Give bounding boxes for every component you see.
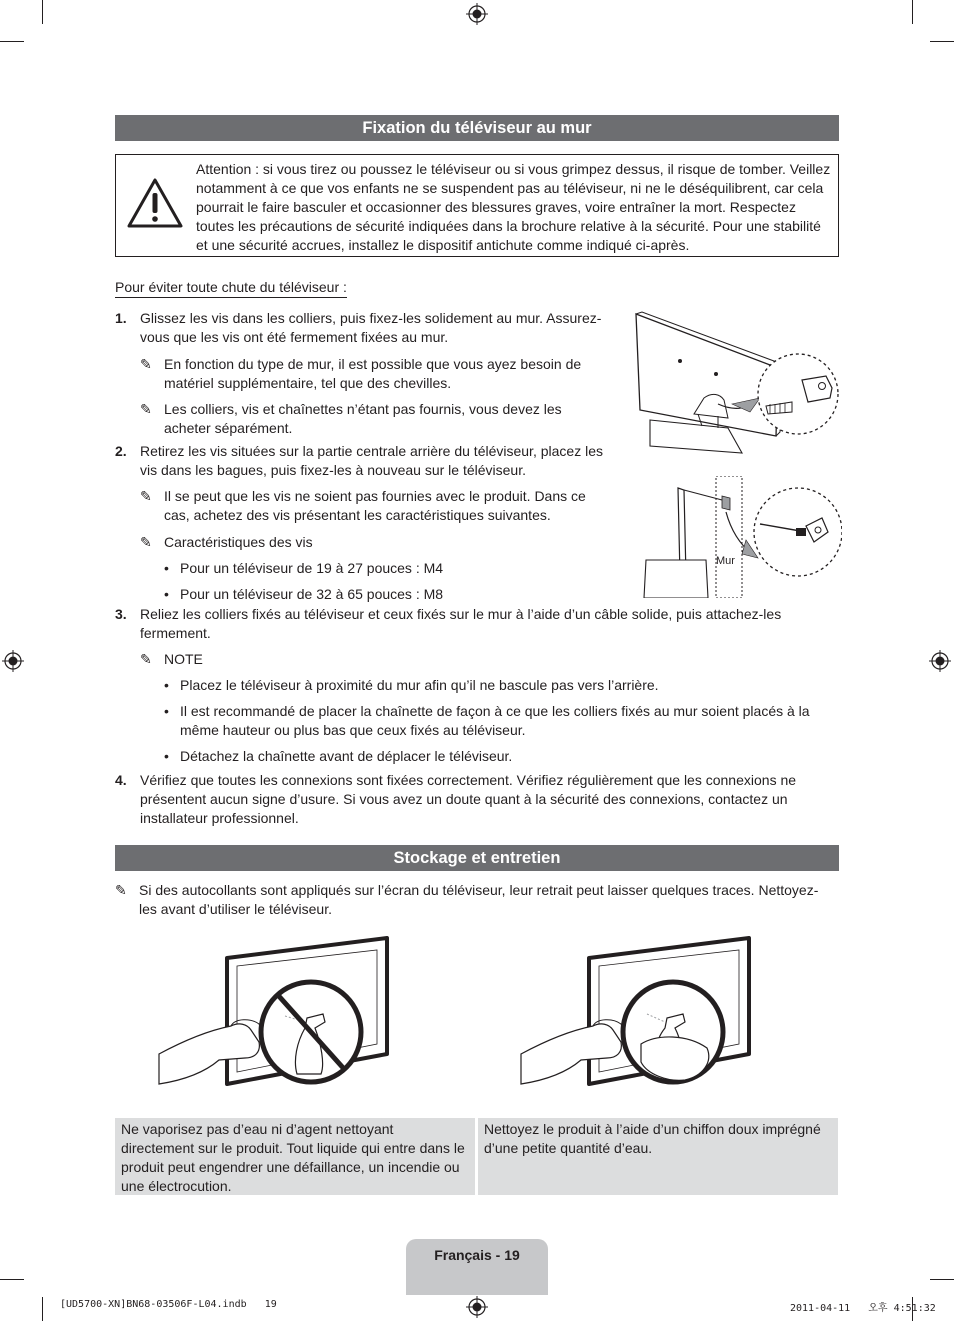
step-text: Retirez les vis situées sur la partie centrale arrière du téléviseur, placez les vis dans les bagues, puis fixez-les à nouveau sur le téléviseur. bbox=[140, 443, 603, 478]
pen-note-icon: ✎ bbox=[140, 534, 152, 550]
note-text: En fonction du type de mur, il est possible que vous ayez besoin de matériel supplémentaire, tel que des chevilles. bbox=[164, 356, 582, 391]
step-text: Glissez les vis dans les colliers, puis fixez-les solidement au mur. Assurez-vous que les vis ont été fermement fixées au mur. bbox=[140, 310, 602, 345]
step-number: 2. bbox=[115, 443, 127, 459]
warning-triangle-icon bbox=[126, 177, 184, 229]
crop-mark bbox=[0, 41, 24, 42]
pen-note-icon: ✎ bbox=[140, 488, 152, 504]
step-text: Vérifiez que toutes les connexions sont fixées correctement. Vérifiez régulièrement que les connexions ne présentent aucun signe d’usure. Si vous avez un doute quant à la sécurité des connexions, contactez un installateur professionnel. bbox=[140, 772, 797, 826]
step-number: 1. bbox=[115, 310, 127, 326]
note-bullet: Il est recommandé de placer la chaînette de façon à ce que les colliers fixés au mur soient placés à la même hauteur ou plus bas que ceux fixés au téléviseur. bbox=[180, 703, 810, 738]
note-bullet: Placez le téléviseur à proximité du mur afin qu’il ne bascule pas vers l’arrière. bbox=[180, 677, 659, 693]
registration-mark-icon bbox=[929, 650, 951, 672]
warning-text bbox=[196, 160, 836, 255]
note-text: Si des autocollants sont appliqués sur l’écran du téléviseur, leur retrait peut laisser quelques traces. Nettoyez-les avant d’utiliser le téléviseur. bbox=[139, 882, 819, 917]
step-number: 4. bbox=[115, 772, 127, 788]
subsection-title: Pour éviter toute chute du téléviseur : bbox=[115, 278, 347, 298]
print-date-info: 2011-04-11 오후 4:51:32 bbox=[790, 1303, 936, 1314]
tv-wall-side-illustration bbox=[642, 476, 842, 598]
section-title-wall-mount: Fixation du téléviseur au mur bbox=[115, 115, 839, 141]
note-text: Les colliers, vis et chaînettes n’étant pas fournis, vous devez les acheter séparément. bbox=[164, 401, 562, 436]
registration-mark-icon bbox=[466, 1296, 488, 1318]
print-file-info: [UD5700-XN]BN68-03506F-L04.indb 19 bbox=[60, 1299, 277, 1310]
note-text: Caractéristiques des vis bbox=[164, 534, 313, 550]
step-number: 3. bbox=[115, 606, 127, 622]
crop-mark bbox=[42, 1297, 43, 1321]
pen-note-icon: ✎ bbox=[140, 356, 152, 372]
page-number: Français - 19 bbox=[406, 1239, 548, 1295]
crop-mark bbox=[930, 1279, 954, 1280]
crop-mark bbox=[930, 41, 954, 42]
warning-box bbox=[115, 154, 839, 257]
crop-mark bbox=[42, 0, 43, 24]
screw-spec: Pour un téléviseur de 19 à 27 pouces : M4 bbox=[180, 560, 444, 576]
warning-label: Attention bbox=[196, 161, 252, 177]
tv-bracket-illustration bbox=[632, 308, 842, 458]
step-text: Reliez les colliers fixés au téléviseur et ceux fixés sur le mur à l’aide d’un câble solide, puis attachez-les fermement. bbox=[140, 606, 782, 641]
note-bullet: Détachez la chaînette avant de déplacer le téléviseur. bbox=[180, 748, 513, 764]
caption-cell-wipe: Nettoyez le produit à l’aide d’un chiffon doux imprégné d’une petite quantité d’eau. bbox=[478, 1118, 838, 1195]
section-title-storage: Stockage et entretien bbox=[115, 845, 839, 871]
figure-label-wall: Mur bbox=[716, 555, 735, 567]
caption-cell-no-spray: Ne vaporisez pas d’eau ni d’agent nettoyant directement sur le produit. Tout liquide qui entre dans le produit peut engendrer une défaillance, un incendie ou une électrocution. bbox=[115, 1118, 475, 1195]
registration-mark-icon bbox=[466, 3, 488, 25]
warning-body: : si vous tirez ou poussez le téléviseur ou si vous grimpez dessus, il risque de tomber. Veillez notamment à ce que vos enfants ne se suspendent pas au téléviseur, ni ne le déséquilibrent, car cela pourrait le faire basculer et occasionner des blessures graves, voire entraîner la mort. Respectez toutes les précautions de sécurité indiquées dans la brochure relative à la sécurité. Pour une stabilité et une sécurité accrues, installez le dispositif antichute comme indiqué ci-après. bbox=[196, 161, 831, 253]
note-label: NOTE bbox=[164, 651, 203, 667]
wipe-cloth-illustration bbox=[517, 934, 757, 1104]
crop-mark bbox=[912, 0, 913, 24]
pen-note-icon: ✎ bbox=[115, 882, 127, 898]
registration-mark-icon bbox=[2, 650, 24, 672]
crop-mark bbox=[0, 1279, 24, 1280]
note-text: Il se peut que les vis ne soient pas fournies avec le produit. Dans ce cas, achetez des vis présentant les caractéristiques suivantes. bbox=[164, 488, 586, 523]
pen-note-icon: ✎ bbox=[140, 651, 152, 667]
screw-spec: Pour un téléviseur de 32 à 65 pouces : M8 bbox=[180, 586, 444, 602]
pen-note-icon: ✎ bbox=[140, 401, 152, 417]
no-spray-illustration bbox=[155, 934, 395, 1104]
